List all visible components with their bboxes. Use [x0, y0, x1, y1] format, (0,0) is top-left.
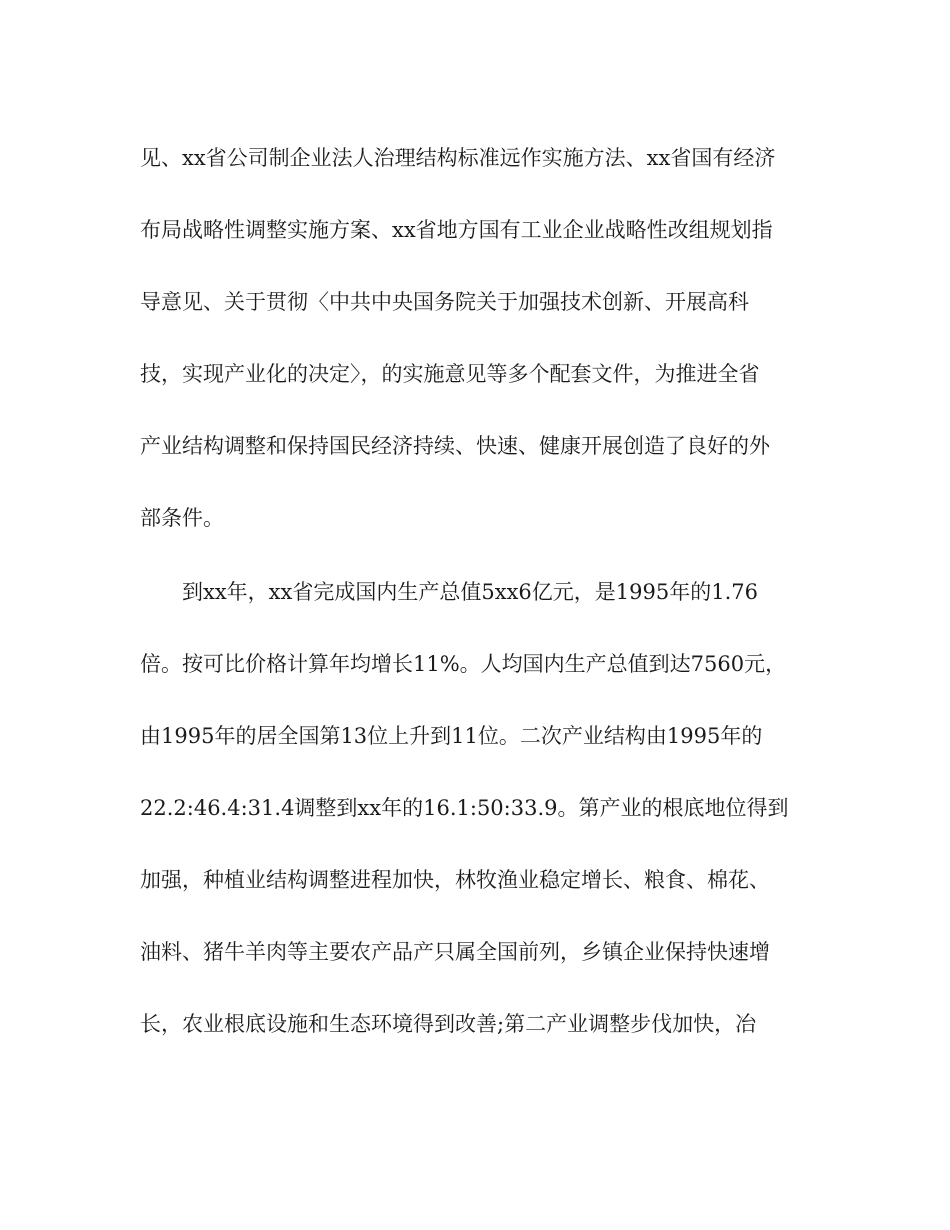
text-line: 布局战略性调整实施方案、xx省地方国有工业企业战略性改组规划指 [140, 218, 773, 242]
text-line: 长，农业根底设施和生态环境得到改善;第二产业调整步伐加快，冶 [140, 1012, 757, 1036]
text-line: 见、xx省公司制企业法人治理结构标准远作实施方法、xx省国有经济 [140, 146, 776, 170]
text-line: 技，实现产业化的决定〉，的实施意见等多个配套文件，为推进全省 [140, 362, 760, 386]
text-line: 导意见、关于贯彻〈中共中央国务院关于加强技术创新、开展高科 [140, 290, 749, 314]
text-line: 油料、猪牛羊肉等主要农产品产只属全国前列，乡镇企业保持快速增 [140, 940, 770, 964]
text-line: 由1995年的居全国第13位上升到11位。二次产业结构由1995年的 [140, 724, 763, 748]
text-line: 部条件。 [140, 506, 224, 530]
text-line: 22.2:46.4:31.4调整到xx年的16.1:50:33.9。第产业的根底地位得到 [140, 796, 789, 820]
text-line: 加强，种植业结构调整进程加快，林牧渔业稳定增长、粮食、棉花、 [140, 868, 770, 892]
text-line: 倍。按可比价格计算年均增长11%。人均国内生产总值到达7560元， [140, 652, 787, 676]
text-line: 到xx年，xx省完成国内生产总值5xx6亿元，是1995年的1.76 [182, 580, 758, 604]
text-line: 产业结构调整和保持国民经济持续、快速、健康开展创造了良好的外 [140, 434, 770, 458]
